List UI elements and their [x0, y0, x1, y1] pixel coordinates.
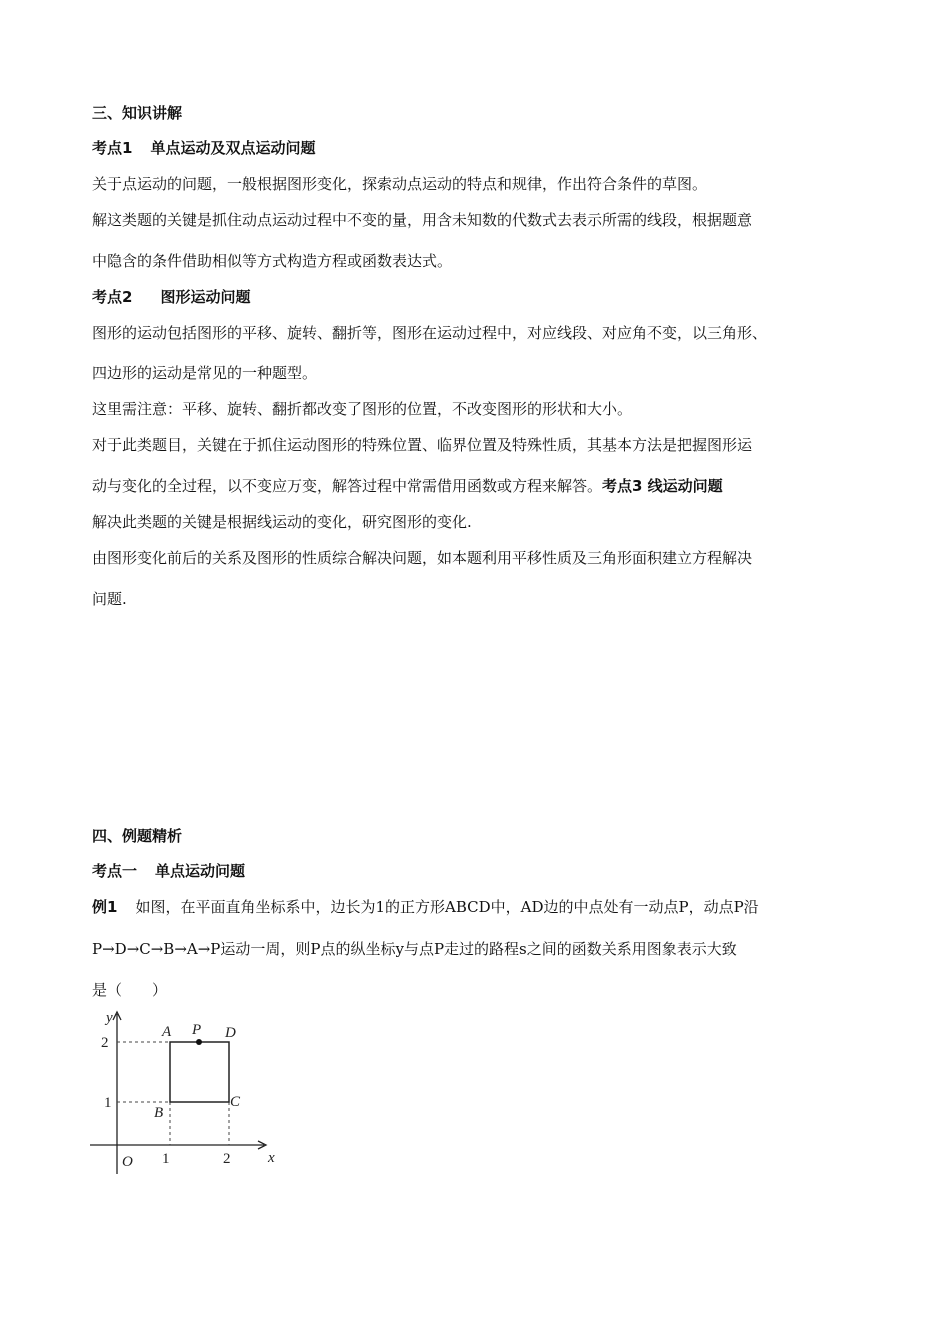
- point-d-label: D: [225, 1025, 236, 1041]
- example1-line2: P→D→C→B→A→P运动一周，则P点的纵坐标y与点P走过的路程s之间的函数关系用图象表示大致: [92, 940, 737, 958]
- square-abcd: [170, 1042, 229, 1102]
- example1-line3: 是（ ）: [92, 981, 168, 999]
- kp2-paragraph-3b: [92, 476, 723, 496]
- coordinate-figure: [86, 1006, 286, 1178]
- kp-one-header: [92, 861, 245, 881]
- point-p: [196, 1039, 202, 1045]
- tick-x1: 1: [162, 1151, 170, 1167]
- kp3-paragraph-2a: 由图形变化前后的关系及图形的性质综合解决问题，如本题利用平移性质及三角形面积建立方程解决: [92, 549, 753, 567]
- tick-x2: 2: [223, 1151, 231, 1167]
- example1-label: 例1: [92, 898, 118, 916]
- kp2-label: 考点2: [92, 288, 133, 306]
- section4-heading: 四、例题精析: [92, 827, 183, 845]
- kp2-header: [92, 287, 250, 307]
- kp1-header: [92, 138, 315, 158]
- kp1-paragraph-2a: 解这类题的关键是抓住动点运动过程中不变的量，用含未知数的代数式去表示所需的线段，根据题意: [92, 211, 753, 229]
- example1-text1: 如图，在平面直角坐标系中，边长为1的正方形ABCD中，AD边的中点处有一动点P，动点P沿: [135, 898, 759, 916]
- kp3-title: 考点3 线运动问题: [602, 477, 723, 495]
- point-a-label: A: [162, 1024, 172, 1040]
- kp1-title: 单点运动及双点运动问题: [150, 139, 316, 157]
- kp1-label: 考点1: [92, 139, 133, 157]
- kp2-paragraph-1a: 图形的运动包括图形的平移、旋转、翻折等，图形在运动过程中，对应线段、对应角不变，以三角形、: [92, 324, 768, 342]
- tick-y1: 1: [104, 1095, 112, 1111]
- section3-heading: 三、知识讲解: [92, 104, 183, 122]
- point-b-label: B: [154, 1105, 164, 1121]
- y-axis-label: y: [106, 1010, 113, 1026]
- example1-line1: [92, 897, 759, 917]
- kp2-paragraph-1b: 四边形的运动是常见的一种题型。: [92, 364, 318, 382]
- kp-one-title: 单点运动问题: [155, 862, 246, 880]
- kp3-paragraph-2b: 问题.: [92, 590, 127, 608]
- kp2-paragraph-3b-text: 动与变化的全过程，以不变应万变，解答过程中常需借用函数或方程来解答。: [92, 477, 603, 495]
- origin-label: O: [122, 1154, 133, 1170]
- x-axis-label: x: [268, 1150, 275, 1166]
- kp2-paragraph-3a: 对于此类题目，关键在于抓住运动图形的特殊位置、临界位置及特殊性质，其基本方法是把握图形运: [92, 436, 753, 454]
- point-p-label: P: [192, 1022, 202, 1038]
- kp1-paragraph-1: 关于点运动的问题，一般根据图形变化，探索动点运动的特点和规律，作出符合条件的草图。: [92, 175, 708, 193]
- kp3-paragraph-1: 解决此类题的关键是根据线运动的变化，研究图形的变化.: [92, 513, 472, 531]
- kp2-paragraph-2: 这里需注意：平移、旋转、翻折都改变了图形的位置，不改变图形的形状和大小。: [92, 400, 633, 418]
- kp1-paragraph-2b: 中隐含的条件借助相似等方式构造方程或函数表达式。: [92, 252, 453, 270]
- kp-one-label: 考点一: [92, 862, 138, 880]
- kp2-title: 图形运动问题: [160, 288, 251, 306]
- tick-y2: 2: [101, 1035, 109, 1051]
- point-c-label: C: [230, 1094, 241, 1110]
